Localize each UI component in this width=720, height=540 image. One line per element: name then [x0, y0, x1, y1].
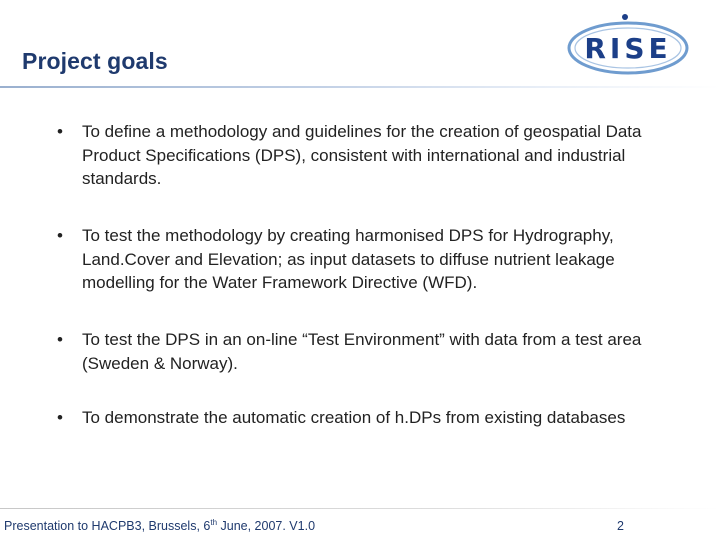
goal-text: To test the methodology by creating harmonised DPS for Hydrography, Land.Cover and Elevation; as input datasets to diffuse nutrient leakage modelling for the Water Framework Directive (WFD). — [82, 226, 615, 292]
goal-text: To demonstrate the automatic creation of h.DPs from existing databases — [82, 408, 626, 427]
footer-caption-end: June, 2007. V1.0 — [217, 519, 316, 533]
slide-title: Project goals — [22, 48, 168, 74]
rise-logo-graphic — [566, 12, 694, 82]
bullet-marker: • — [57, 408, 63, 427]
page-number: 2 — [617, 519, 624, 533]
logo-wordmark: RISE — [584, 32, 672, 65]
bullet-marker: • — [57, 122, 63, 141]
title-divider — [0, 86, 720, 88]
footer-ordinal-suffix: th — [210, 518, 218, 527]
goal-text: To test the DPS in an on-line “Test Environment” with data from a test area (Sweden & Norway). — [82, 330, 642, 373]
rise-logo — [566, 12, 694, 82]
footer-divider — [0, 508, 720, 509]
footer-caption-start: Presentation to HACPB3, Brussels, 6 — [4, 519, 211, 533]
logo-dot — [622, 14, 628, 20]
bullet-marker: • — [57, 330, 63, 349]
goal-text: To define a methodology and guidelines for the creation of geospatial Data Product Specifications (DPS), consistent with international and industrial standards. — [82, 122, 642, 188]
footer-caption — [4, 519, 315, 533]
bullet-marker: • — [57, 226, 63, 245]
